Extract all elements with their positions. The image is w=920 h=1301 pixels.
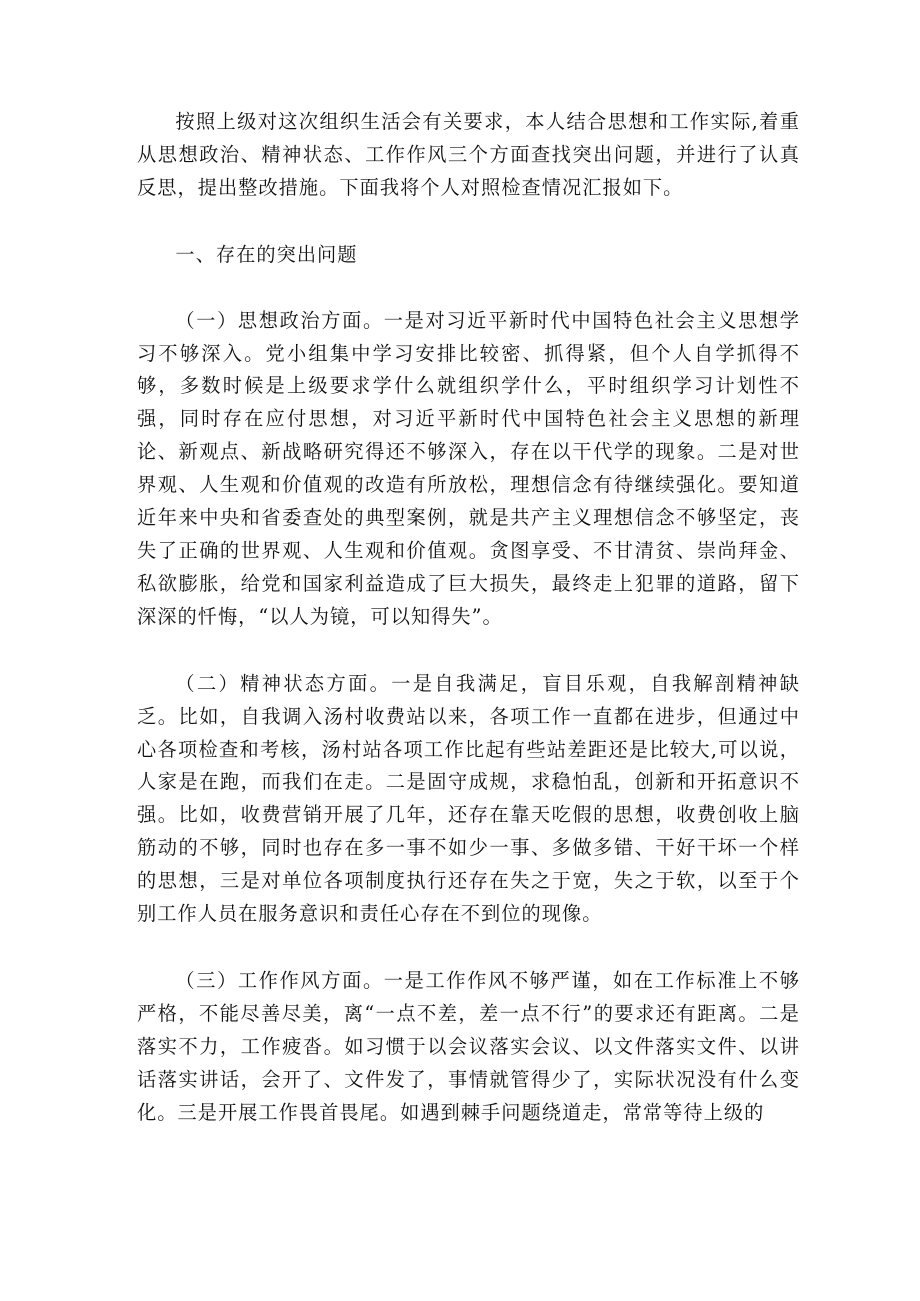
section-heading: 一、存在的突出问题 xyxy=(175,242,358,266)
ideology-section-paragraph: （一）思想政治方面。一是对习近平新时代中国特色社会主义思想学习不够深入。党小组集中学习安排比较密、抓得紧，但个人自学抓得不够，多数时候是上级要求学什么就组织学什么，平时组织学习计划性不强，同时存在应付思想，对习近平新时代中国特色社会主义思想的新理论、新观点、新战略研究得还不够深入，存在以干代学的现象。二是对世界观、人生观和价值观的改造有所放松，理想信念有待继续强化。要知道近年来中央和省委查处的典型案例，就是共产主义理想信念不够坚定，丧失了正确的世界观、人生观和价值观。贪图享受、不甘清贫、崇尚拜金、私欲膨胀，给党和国家利益造成了巨大损失，最终走上犯罪的道路，留下深深的忏悔，“以人为镜，可以知得失”。 xyxy=(137,308,800,628)
work-style-section-paragraph: （三）工作作风方面。一是工作作风不够严谨，如在工作标准上不够严格，不能尽善尽美，离“一点不差，差一点不行”的要求还有距离。二是落实不力，工作疲沓。如习惯于以会议落实会议、以文件落实文件、以讲话落实讲话，会开了、文件发了，事情就管得少了，实际状况没有什么变化。三是开展工作畏首畏尾。如遇到棘手问题绕道走，常常等待上级的 xyxy=(137,968,800,1124)
document-page xyxy=(137,106,800,1129)
intro-paragraph: 按照上级对这次组织生活会有关要求，本人结合思想和工作实际,着重从思想政治、精神状态、工作作风三个方面查找突出问题，并进行了认真反思，提出整改措施。下面我将个人对照检查情况汇报如下。 xyxy=(137,110,800,199)
spirit-section-paragraph: （二）精神状态方面。一是自我满足，盲目乐观，自我解剖精神缺乏。比如，自我调入汤村收费站以来，各项工作一直都在进步，但通过中心各项检查和考核，汤村站各项工作比起有些站差距还是比较大,可以说，人家是在跑，而我们在走。二是固守成规，求稳怕乱，创新和开拓意识不强。比如，收费营销开展了几年，还存在靠天吃假的思想，收费创收上脑筋动的不够，同时也存在多一事不如少一事、多做多错、干好干坏一个样的思想，三是对单位各项制度执行还存在失之于宽，失之于软，以至于个别工作人员在服务意识和责任心存在不到位的现像。 xyxy=(137,671,800,926)
